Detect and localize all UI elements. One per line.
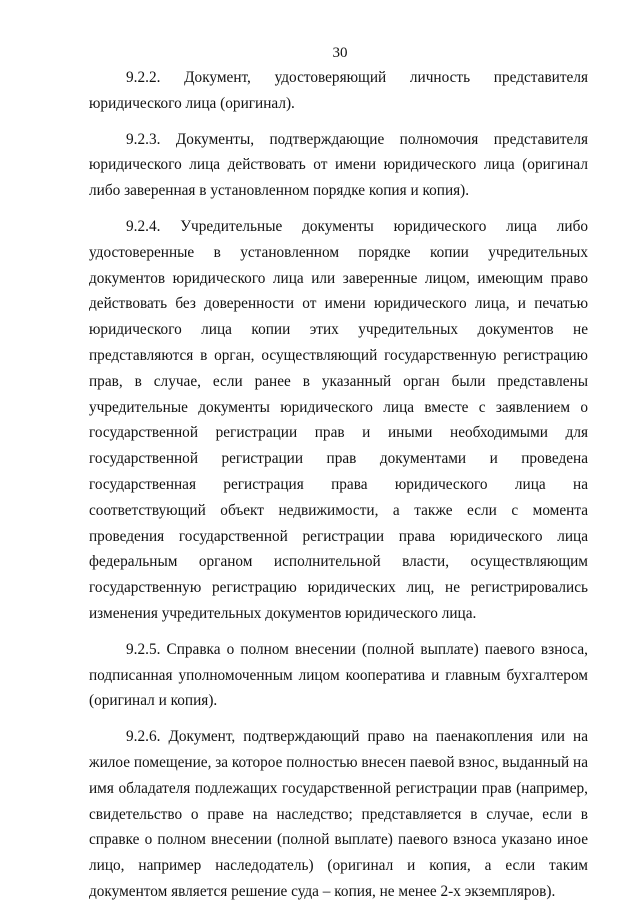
paragraph-9-2-5: 9.2.5. Справка о полном внесении (полной выплате) паевого взноса, подписанная уполномоченным лицом кооператива и главным бухгалтером (оригинал и копия). — [89, 640, 588, 710]
paragraph-9-2-6: 9.2.6. Документ, подтверждающий право на паенакопления или на жилое помещение, за которое полностью внесен паевой взнос, выданный на имя обладателя подлежащих государственной регистрации прав (например, свидетельство о праве на наследство; представляется в случае, если в справке о полном внесении (полной выплате) паевого взноса указано иное лицо, например наследодатель) (оригинал и копия, а если таким документом является решение суда – копия, не менее 2-х экземпляров). — [89, 728, 588, 900]
paragraph-9-2-3: 9.2.3. Документы, подтверждающие полномочия представителя юридического лица действовать от имени юридического лица (оригинал либо заверенная в установленном порядке копия и копия). — [89, 130, 588, 200]
paragraph-9-2-2: 9.2.2. Документ, удостоверяющий личность представителя юридического лица (оригинал). — [89, 69, 588, 112]
paragraph-9-2-4: 9.2.4. Учредительные документы юридического лица либо удостоверенные в установленном порядке копии учредительных документов юридического лица или заверенные лицом, имеющим право действовать без доверенности от имени юридического лица, и печатью юридического лица копии этих учредительных документов не представляются в орган, осуществляющий государственную регистрацию прав, в случае, если ранее в указанный орган были представлены учредительные документы юридического лица вместе с заявлением о государственной регистрации прав и иными необходимыми для государственной регистрации прав документами и проведена государственная регистрация права юридического лица на соответствующий объект недвижимости, а также если с момента проведения государственной регистрации права юридического лица федеральным органом исполнительной власти, осуществляющим государственную регистрацию юридических лиц, не регистрировались изменения учредительных документов юридического лица. — [89, 217, 588, 622]
page-number: 30 — [332, 45, 348, 61]
document-body — [89, 65, 588, 915]
